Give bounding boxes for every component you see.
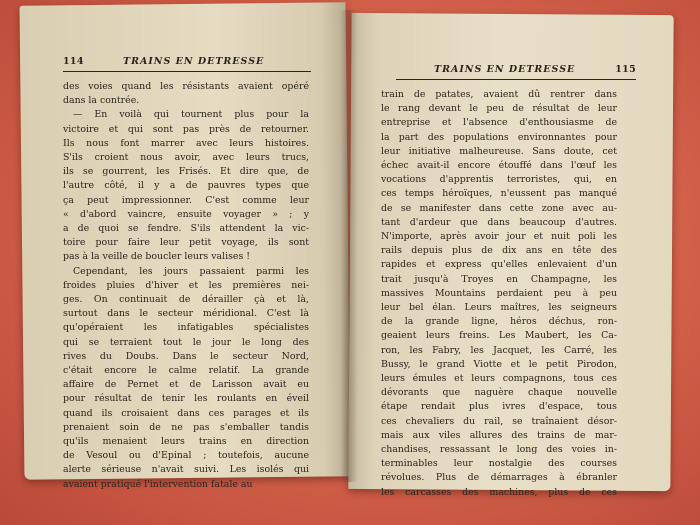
text-line: des voies quand les résistants avaient opéré — [63, 81, 309, 92]
text-line: les carcasses des machines, plus de ces — [381, 486, 617, 498]
text-line: leur bel élan. Leurs maîtres, les seigneurs — [381, 302, 617, 314]
text-line: étape rendait plus ivres d'espace, tous — [381, 401, 617, 413]
text-line: c'était encore le calme relatif. La grande — [63, 365, 309, 377]
text-line: ges. On continuait de dérailler çà et là, — [63, 294, 309, 306]
text-line: toire pour faire leur petit voyage, ils sont — [63, 237, 309, 249]
text-line: pour résultat de tenir les roulants en éveil — [63, 393, 309, 405]
text-line: de se manifester dans cette zone avec au- — [381, 202, 617, 214]
text-line: qui se terraient tout le jour le long des — [63, 336, 309, 348]
text-line: tant d'ardeur que dans beaucoup d'autres. — [381, 216, 617, 228]
text-line: victoire et qui sont pas près de retourner. — [63, 123, 309, 135]
text-line: rapides et express qu'elles enlevaient d'un — [381, 259, 617, 271]
text-line: a de quoi se fendre. S'ils attendent la vic- — [63, 223, 309, 235]
text-line: — En voilà qui tournent plus pour la — [73, 109, 309, 121]
text-line: geaient leurs freins. Les Maubert, les Ca- — [381, 330, 617, 342]
running-title: TRAINS EN DETRESSE — [123, 56, 265, 67]
text-line: qu'opéraient les infatigables spécialistes — [63, 322, 309, 334]
text-line: leurs émules et leurs compagnons, tous ces — [381, 373, 617, 385]
text-line: Cependant, les jours passaient parmi les — [73, 265, 309, 277]
text-line: échec avait-il encore étouffé dans l'œuf les — [381, 160, 617, 172]
text-line: leur initiative malheureuse. Sans doute, cet — [381, 145, 617, 157]
text-line: affaire de Pernet et de Larisson avait eu — [63, 379, 309, 391]
right-page-header — [396, 64, 636, 78]
text-line: ça peut impressionner. C'est comme leur — [63, 194, 309, 206]
text-line: ces temps héroïques, n'eussent pas manqué — [381, 188, 617, 200]
text-line: terminables leur nostalgie des courses — [381, 458, 617, 470]
text-line: « d'abord vaincre, ensuite voyager » ; y — [63, 208, 309, 220]
text-line: rails depuis plus de dix ans en tête des — [381, 245, 617, 257]
text-line: de la grande ligne, héros déchus, ron- — [381, 316, 617, 328]
text-line: dans la contrée. — [63, 95, 140, 107]
text-line: N'importe, après avoir jour et nuit poli les — [381, 231, 617, 243]
text-line: surtout dans le secteur méridional. C'est là — [63, 308, 309, 320]
text-line: mais aux viles allures des trains de mar- — [381, 429, 617, 441]
page-number: 115 — [615, 64, 636, 75]
text-line: de Vesoul ou d'Epinal ; toutefois, aucune — [63, 450, 309, 462]
text-line: l'autre côté, il y a de pauvres types que — [63, 180, 309, 192]
text-line: S'ils croient nous avoir, avec leurs trucs, — [63, 152, 309, 164]
left-page-text — [63, 80, 309, 492]
text-line: trait jusqu'à Troyes en Champagne, les — [381, 273, 617, 285]
text-line: prenaient soin de ne pas s'emballer tandis — [63, 421, 309, 433]
header-rule — [396, 79, 636, 80]
text-line: le rang devant le peu de résultat de leur — [381, 103, 617, 115]
text-line: froides pluies d'hiver et les premières nei- — [63, 279, 309, 291]
text-line: quand ils croisaient dans ces parages et ils — [63, 407, 309, 419]
text-line: alerte sérieuse n'avait suivi. Les isolés qui — [63, 464, 309, 476]
text-line: dévorants que naguère chaque nouvelle — [381, 387, 617, 399]
text-line: rives du Doubs. Dans le secteur Nord, — [63, 350, 309, 362]
book-gutter — [340, 10, 358, 482]
text-line: Bussy, le grand Viotte et le petit Pirodon, — [381, 358, 617, 370]
text-line: révolues. Plus de démarrages à ébranler — [381, 472, 617, 484]
text-line: pas à la veille de boucler leurs valises ! — [63, 251, 251, 263]
text-line: qu'ils menaient leurs trains en direction — [63, 436, 309, 448]
text-line: chandises, ressassant le long des voies in- — [381, 444, 617, 456]
page-number: 114 — [63, 56, 84, 67]
text-line: la part des populations environnantes pour — [381, 131, 617, 143]
text-line: Ils nous font marrer avec leurs histoires. — [63, 137, 309, 149]
header-rule — [63, 71, 311, 72]
running-title: TRAINS EN DETRESSE — [434, 64, 576, 75]
text-line: ron, les Fabry, les Jacquet, les Carré, les — [381, 344, 617, 356]
text-line: ils se gourrent, les Frisés. Et dire que, de — [63, 166, 309, 178]
text-line: entreprise et l'absence d'enthousiasme de — [381, 117, 617, 129]
left-page-header — [63, 56, 311, 70]
text-line: ces chevaliers du rail, se traînaient désor- — [381, 415, 617, 427]
text-line: vocations d'apprentis terroristes, qui, en — [381, 174, 617, 186]
text-line: train de patates, avaient dû rentrer dans — [381, 89, 617, 100]
text-line: avaient pratiqué l'intervention fatale au — [63, 478, 253, 490]
text-line: massives Mountains perdaient peu à peu — [381, 287, 617, 299]
right-page-text — [381, 88, 617, 500]
